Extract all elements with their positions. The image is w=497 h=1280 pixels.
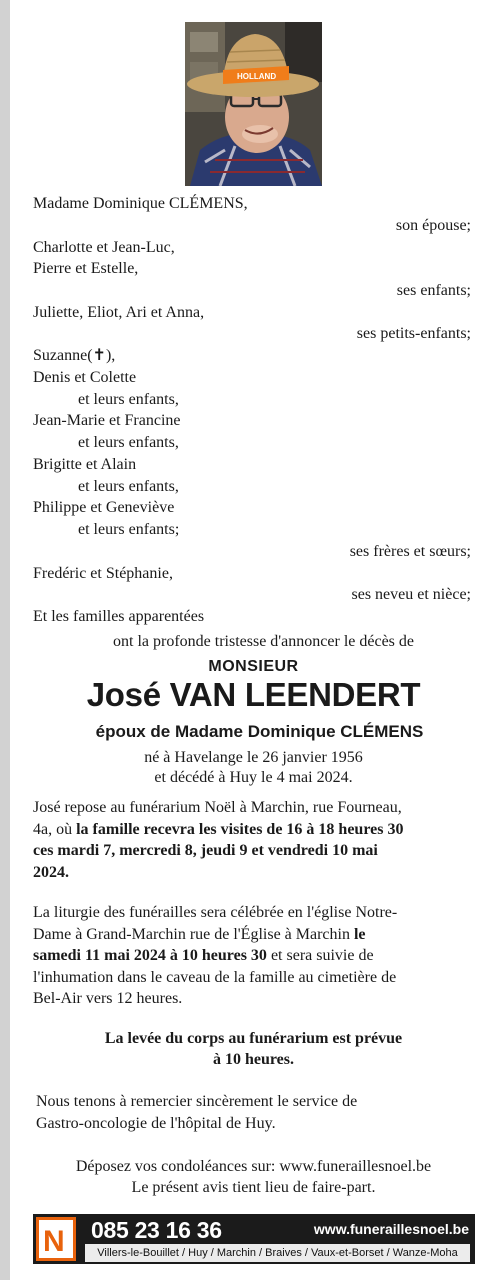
- thanks-line-2: Gastro-oncologie de l'hôpital de Huy.: [36, 1114, 276, 1132]
- grandchildren-relation: ses petits-enfants;: [356, 325, 471, 342]
- grandchildren: Juliette, Eliot, Ari et Anna,: [33, 304, 205, 321]
- levee-line-2: à 10 heures.: [212, 1051, 295, 1068]
- spouse-name: Madame Dominique CLÉMENS,: [33, 195, 248, 212]
- liturgy-line-1: La liturgie des funérailles sera célébrée en l'église Notre-: [33, 904, 398, 921]
- visitation-line-3: [33, 840, 403, 862]
- sibling-4-children: et leurs enfants,: [78, 478, 179, 495]
- sibling-1: Suzanne(✝),: [33, 347, 116, 364]
- levee-line-1: La levée du corps au funérarium est prévue: [104, 1030, 403, 1047]
- liturgy-line-3: [33, 945, 397, 967]
- sibling-5-children: et leurs enfants;: [78, 521, 180, 538]
- liturgy-paragraph: [33, 902, 397, 1010]
- sibling-4: Brigitte et Alain: [33, 456, 137, 473]
- thanks-paragraph: [36, 1091, 357, 1134]
- nephew-niece: Fredéric et Stéphanie,: [33, 565, 173, 582]
- visitation-line-2: [33, 819, 403, 841]
- funeral-home-locations: Villers-le-Bouillet / Huy / Marchin / Braives / Vaux-et-Borset / Wanze-Moha: [85, 1244, 470, 1262]
- sibling-5: Philippe et Geneviève: [33, 499, 175, 516]
- funeral-home-website[interactable]: www.funeraillesnoel.be: [313, 1221, 469, 1237]
- left-margin-strip: [0, 0, 10, 1280]
- portrait-photo: [185, 22, 322, 186]
- visitation-paragraph: [33, 797, 403, 883]
- condolences-line: Déposez vos condoléances sur: www.funeraillesnoel.be: [75, 1158, 432, 1175]
- sibling-2-children: et leurs enfants,: [78, 391, 179, 408]
- visitation-hours: la famille recevra les visites de 16 à 18 heures 30: [76, 820, 404, 838]
- spouse-relation: son épouse;: [395, 217, 471, 234]
- spouse-line: époux de Madame Dominique CLÉMENS: [95, 722, 424, 741]
- visitation-address: 4a, où: [33, 820, 77, 838]
- liturgy-date: samedi 11 mai 2024 à 10 heures 30: [33, 947, 267, 964]
- visitation-line-1: José repose au funérarium Noël à Marchin, rue Fourneau,: [33, 799, 402, 816]
- visitation-year: 2024.: [33, 863, 69, 881]
- funeral-home-logo: [36, 1217, 76, 1261]
- thanks-line-1: Nous tenons à remercier sincèrement le service de: [36, 1093, 358, 1110]
- extended-family: Et les familles apparentées: [33, 608, 205, 625]
- faire-part-line: Le présent avis tient lieu de faire-part.: [131, 1179, 376, 1196]
- child-1: Charlotte et Jean-Luc,: [33, 239, 175, 256]
- liturgy-line-5: Bel-Air vers 12 heures.: [33, 990, 183, 1007]
- funeral-home-phone: 085 23 16 36: [91, 1217, 222, 1243]
- liturgy-location: Dame à Grand-Marchin rue de l'Église à Marchin: [33, 925, 354, 943]
- liturgy-le: le: [353, 925, 366, 943]
- sibling-3-children: et leurs enfants,: [78, 434, 179, 451]
- liturgy-continued: et sera suivie de: [266, 947, 374, 964]
- visitation-line-4: [33, 862, 403, 884]
- visitation-days: ces mardi 7, mercredi 8, jeudi 9 et vendredi 10 mai: [33, 842, 378, 859]
- sibling-2: Denis et Colette: [33, 369, 137, 386]
- nephew-niece-relation: ses neveu et nièce;: [351, 586, 471, 603]
- hat-band-text: HOLLAND: [237, 72, 277, 81]
- logo-letter: N: [43, 1225, 65, 1258]
- deceased-name: José VAN LEENDERT: [86, 676, 421, 713]
- children-relation: ses enfants;: [396, 282, 471, 299]
- child-2: Pierre et Estelle,: [33, 260, 139, 277]
- funeral-home-banner: [33, 1214, 475, 1264]
- announcement-intro: ont la profonde tristesse d'annoncer le décès de: [113, 633, 414, 650]
- liturgy-line-4: l'inhumation dans le caveau de la famille au cimetière de: [33, 968, 397, 986]
- siblings-relation: ses frères et sœurs;: [349, 543, 471, 560]
- death-notice: [10, 0, 497, 1280]
- liturgy-line-2: [33, 924, 397, 946]
- honorific: MONSIEUR: [208, 658, 299, 675]
- birth-line: né à Havelange le 26 janvier 1956: [144, 749, 363, 766]
- sibling-3: Jean-Marie et Francine: [33, 412, 181, 429]
- death-line: et décédé à Huy le 4 mai 2024.: [154, 769, 353, 786]
